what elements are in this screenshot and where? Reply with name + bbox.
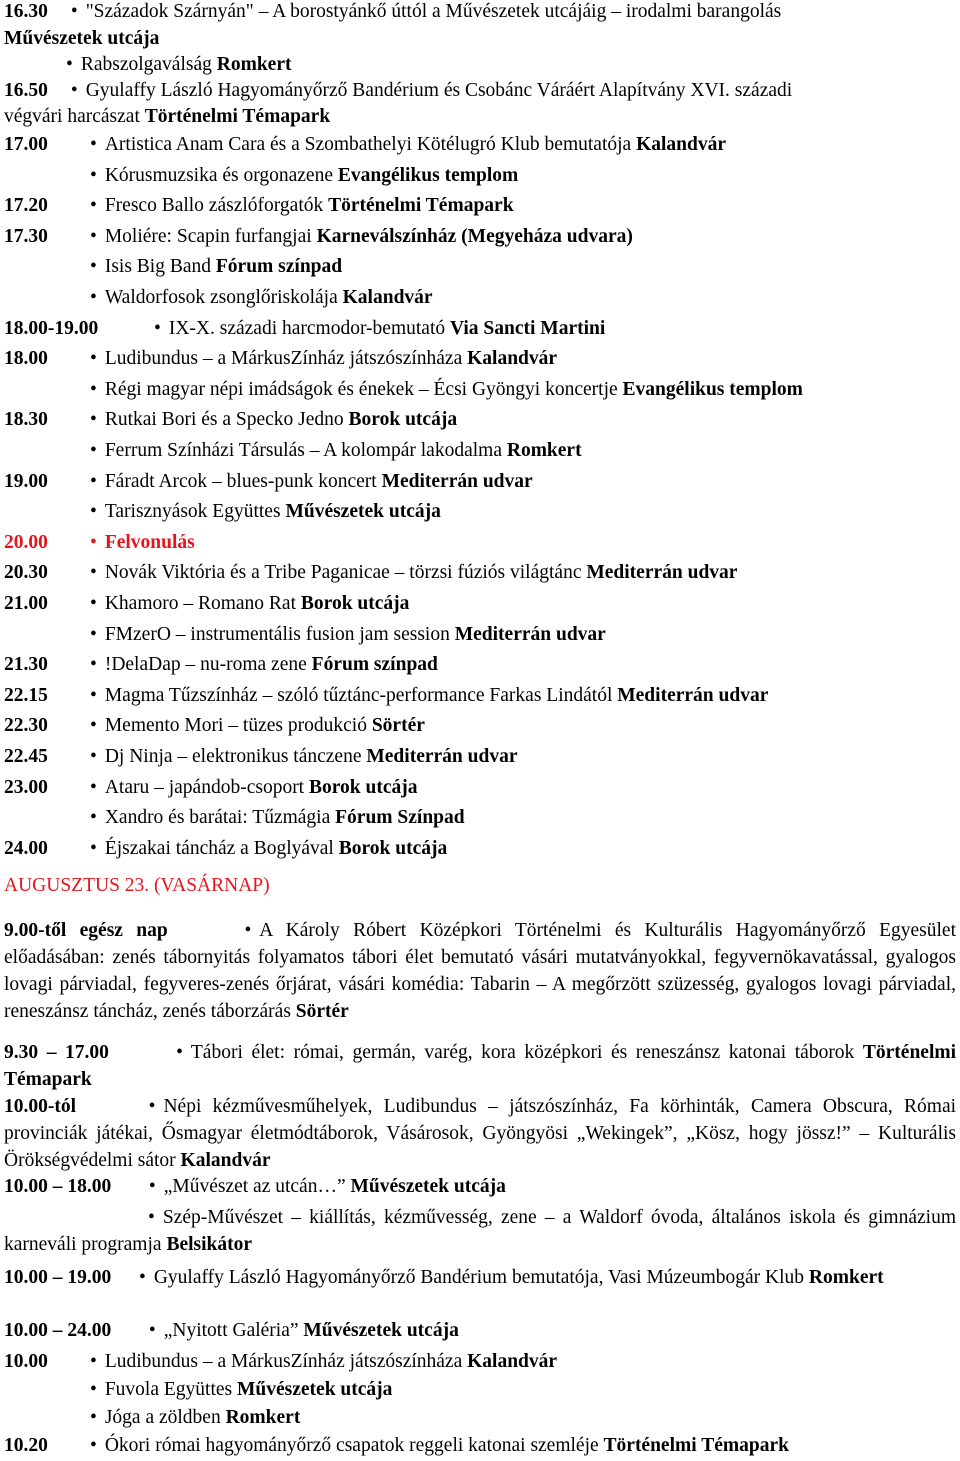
entry-venue: Mediterrán udvar: [617, 684, 769, 706]
entry-time: 17.20: [4, 195, 48, 217]
entry-time: 22.15: [4, 684, 48, 706]
entry-venue: Mediterrán udvar: [366, 746, 518, 767]
bullet-icon: [90, 685, 105, 706]
program-entry: [4, 467, 533, 497]
entry-time: 21.30: [4, 654, 48, 676]
entry-text: Tábori élet: római, germán, varég, kora középkori és reneszánsz katonai táborok: [190, 1042, 855, 1063]
day-heading: [4, 871, 270, 901]
entry-text: Éjszakai táncház a Boglyával: [104, 837, 334, 859]
entry-venue: Művészetek utcája: [303, 1320, 459, 1341]
entry-venue: Művészetek utcája: [4, 28, 160, 49]
bullet-icon: [149, 1176, 164, 1197]
bullet-icon: [90, 440, 105, 461]
bullet-icon: [90, 624, 105, 645]
entry-venue: Művészetek utcája: [237, 1379, 393, 1400]
entry-time: 17.00: [4, 134, 48, 155]
bullet-icon: [90, 654, 105, 675]
entry-time: 18.00-19.00: [4, 317, 99, 339]
entry-venue: Történelmi Témapark: [4, 1042, 957, 1090]
program-entry: [4, 528, 195, 558]
bullet-icon: [90, 715, 105, 736]
bullet-icon: [90, 838, 105, 859]
entry-venue: Kalandvár: [636, 134, 727, 155]
bullet-icon: [71, 80, 86, 101]
entry-text: A Károly Róbert Középkori Történelmi és Kulturális Hagyományőrző Egyesület előadásában: zenés tábornyitás folyamatos tábori élet bemutató vásári mutatványokkal, fegyvernökavatással, gyalogos lovagi párviadal, fegyveres-zenés őrjárat, vásári komédia: Tabarin – A megőrzött szüzesség, gyalogos lovagi párviadal, reneszánsz táncház, zenés táborzárás: [4, 920, 957, 1022]
entry-text: Ludibundus – a MárkusZínház játszószínháza: [104, 348, 463, 370]
bullet-icon: [149, 1320, 164, 1341]
bullet-icon: [90, 807, 105, 828]
entry-venue: Via Sancti Martini: [450, 317, 606, 339]
entry-text: „Nyitott Galéria”: [163, 1320, 299, 1341]
entry-text: Kórusmuzsika és orgonazene: [104, 164, 333, 186]
bullet-icon: [90, 777, 105, 798]
entry-text: Rabszolgaválság: [80, 54, 212, 75]
program-entry: [4, 436, 582, 466]
bullet-icon: [90, 471, 105, 492]
day-heading-text: AUGUSZTUS 23. (VASÁRNAP): [4, 875, 270, 896]
entry-time: 20.30: [4, 562, 48, 584]
bullet-icon: [149, 1096, 164, 1117]
entry-text: Moliére: Scapin furfangjai: [104, 225, 312, 247]
entry-time: 23.00: [4, 776, 48, 798]
entry-venue: Romkert: [506, 440, 582, 461]
bullet-icon: [154, 318, 169, 339]
entry-time: 24.00: [4, 837, 48, 859]
entry-venue: Karneválszínház (Megyeháza udvara): [316, 225, 633, 247]
entry-text: Ataru – japándob-csoport: [104, 776, 305, 798]
program-entry: [4, 283, 433, 313]
program-paragraph: [4, 1093, 956, 1174]
program-entry: [4, 1347, 557, 1377]
bullet-icon: [244, 920, 259, 941]
bullet-icon: [71, 1, 86, 22]
entry-text: Waldorfosok zsonglőriskolája: [104, 287, 338, 308]
bullet-icon: [90, 226, 105, 247]
program-entry: [4, 1403, 300, 1433]
entry-time: 16.30: [4, 1, 48, 22]
bullet-icon: [90, 195, 105, 216]
bullet-icon: [90, 562, 105, 583]
entry-venue: Romkert: [225, 1407, 301, 1428]
program-entry: [4, 497, 441, 527]
program-entry: [4, 1375, 392, 1405]
bullet-icon: [90, 256, 105, 277]
entry-time: 20.00: [4, 531, 48, 553]
bullet-icon: [139, 1267, 154, 1288]
entry-venue: Belsikátor: [166, 1234, 253, 1255]
entry-venue: Borok utcája: [348, 409, 458, 431]
program-entry: [4, 1316, 459, 1346]
entry-time: 19.00: [4, 470, 48, 492]
entry-time: 22.45: [4, 746, 48, 767]
entry-time: 16.50: [4, 80, 48, 101]
entry-venue: Fórum színpad: [215, 256, 343, 278]
program-entry: [4, 650, 438, 680]
program-entry: [4, 1431, 789, 1461]
bullet-icon: [90, 409, 105, 430]
entry-text: Gyulaffy László Hagyományőrző Bandérium bemutatója, Vasi Múzeumbogár Klub: [153, 1267, 805, 1288]
entry-venue: Mediterrán udvar: [586, 562, 738, 584]
entry-text: Magma Tűzszínház – szóló tűztánc-performance Farkas Lindától: [104, 684, 613, 706]
entry-venue: Fórum Színpad: [335, 807, 465, 829]
entry-time: 10.00 – 24.00: [4, 1320, 112, 1341]
entry-venue: Történelmi Témapark: [328, 195, 514, 217]
program-entry: [4, 191, 514, 221]
program-paragraph: [4, 1264, 956, 1291]
program-entry: [4, 405, 457, 435]
entry-text: Fresco Ballo zászlóforgatók: [104, 195, 324, 217]
bullet-icon: [90, 746, 105, 767]
entry-venue: Mediterrán udvar: [381, 470, 533, 492]
entry-venue: Borok utcája: [308, 776, 418, 798]
program-entry: [4, 344, 557, 374]
entry-time: 18.30: [4, 409, 48, 431]
entry-text: Novák Viktória és a Tribe Paganicae – törzsi fúziós világtánc: [104, 562, 582, 584]
entry-venue: Sörtér: [295, 1001, 349, 1022]
entry-venue: Kalandvár: [467, 1351, 558, 1372]
program-entry: [4, 1172, 506, 1202]
entry-text: IX-X. századi harcmodor-bemutató: [168, 317, 446, 339]
bullet-icon: [90, 1435, 105, 1456]
bullet-icon: [90, 134, 105, 155]
bullet-icon: [90, 287, 105, 308]
bullet-icon: [66, 54, 81, 75]
entry-text: "Századok Szárnyán" – A borostyánkő úttól a Művészetek utcájáig – irodalmi barangolás: [85, 1, 782, 22]
entry-venue: Kalandvár: [342, 287, 433, 308]
program-entry: [4, 742, 517, 772]
entry-venue: Történelmi Témapark: [144, 106, 331, 127]
program-entry: [4, 252, 342, 282]
entry-text: Memento Mori – tüzes produkció: [104, 715, 367, 737]
entry-text: Tarisznyások Együttes: [104, 501, 281, 523]
entry-venue: Romkert: [216, 54, 292, 75]
program-paragraph: [4, 917, 956, 1025]
bullet-icon: [90, 379, 105, 400]
program-entry: [4, 620, 606, 650]
program-entry: [4, 375, 803, 405]
program-entry: [4, 161, 518, 191]
entry-venue: Művészetek utcája: [350, 1176, 506, 1197]
entry-text: végvári harcászat: [4, 106, 140, 127]
bullet-icon: [90, 1407, 105, 1428]
program-entry: [4, 834, 447, 864]
entry-text: !DelaDap – nu-roma zene: [104, 654, 307, 676]
entry-time: 21.00: [4, 593, 48, 614]
program-entry: [4, 130, 726, 160]
program-paragraph: [4, 1039, 956, 1093]
bullet-icon: [148, 1207, 163, 1228]
entry-text: Népi kézművesműhelyek, Ludibundus – játszószínház, Fa körhinták, Camera Obscura, Római provinciák játékai, Ősmagyar életmódtáborok, Vásárosok, Gyöngyösi „Wekingek”, „Kösz, hogy jössz!” – Kulturális Örökségvédelmi sátor: [4, 1096, 957, 1171]
entry-time: 9.00-től egész nap: [4, 920, 168, 941]
entry-text: Ludibundus – a MárkusZínház játszószínháza: [104, 1351, 463, 1372]
entry-venue: Borok utcája: [300, 593, 410, 614]
entry-text: Ferrum Színházi Társulás – A kolompár lakodalma: [104, 440, 502, 461]
program-entry: [4, 681, 768, 711]
entry-time: 10.00 – 18.00: [4, 1176, 112, 1197]
program-entry: [4, 558, 737, 588]
entry-venue: Felvonulás: [104, 531, 195, 553]
entry-venue: Fórum színpad: [311, 654, 438, 676]
entry-time: 10.00-tól: [4, 1096, 77, 1117]
entry-text: Rutkai Bori és a Specko Jedno: [104, 409, 344, 431]
program-entry: [4, 102, 330, 132]
entry-venue: Mediterrán udvar: [454, 623, 606, 645]
bullet-icon: [90, 1351, 105, 1372]
entry-venue: Kalandvár: [467, 348, 558, 370]
entry-time: 9.30 – 17.00: [4, 1042, 109, 1063]
entry-venue: Borok utcája: [338, 837, 448, 859]
entry-time: 18.00: [4, 348, 48, 370]
entry-text: Fuvola Együttes: [104, 1379, 233, 1400]
program-entry: [4, 803, 465, 833]
entry-time: 10.00: [4, 1351, 48, 1372]
entry-time: 10.20: [4, 1435, 48, 1456]
entry-time: 17.30: [4, 225, 48, 247]
entry-text: Xandro és barátai: Tűzmágia: [104, 807, 331, 829]
entry-venue: Művészetek utcája: [285, 501, 441, 523]
program-entry: [4, 0, 956, 27]
bullet-icon: [176, 1042, 191, 1063]
program-entry: [4, 711, 425, 741]
entry-text: Szép-Művészet – kiállítás, kézművesség, zene – a Waldorf óvoda, általános iskola és gimnázium karneváli programja: [4, 1207, 956, 1255]
entry-venue: Evangélikus templom: [337, 164, 519, 186]
program-entry: [4, 773, 418, 803]
entry-text: Régi magyar népi imádságok és énekek – Écsi Gyöngyi koncertje: [104, 378, 618, 400]
entry-text: Dj Ninja – elektronikus tánczene: [104, 746, 362, 767]
bullet-icon: [90, 532, 105, 553]
entry-venue: Sörtér: [371, 715, 425, 737]
bullet-icon: [90, 501, 105, 522]
entry-text: Isis Big Band: [104, 256, 212, 278]
entry-text: FMzerO – instrumentális fusion jam session: [104, 623, 450, 645]
entry-text: Khamoro – Romano Rat: [104, 593, 297, 614]
bullet-icon: [90, 165, 105, 186]
bullet-icon: [90, 593, 105, 614]
program-entry: [4, 222, 633, 252]
program-entry: [4, 314, 605, 344]
entry-time: 22.30: [4, 715, 48, 737]
entry-text: Ókori római hagyományőrző csapatok reggeli katonai szemléje: [104, 1435, 599, 1456]
bullet-icon: [90, 348, 105, 369]
entry-venue: Történelmi Témapark: [603, 1435, 789, 1456]
entry-text: Gyulaffy László Hagyományőrző Bandérium és Csobánc Váráért Alapítvány XVI. századi: [85, 80, 793, 101]
entry-venue: Kalandvár: [180, 1150, 271, 1171]
entry-time: 10.00 – 19.00: [4, 1267, 112, 1288]
entry-text: Artistica Anam Cara és a Szombathelyi Kötélugró Klub bemutatója: [104, 134, 632, 155]
entry-venue: Romkert: [808, 1267, 884, 1288]
program-entry: [4, 589, 409, 619]
bullet-icon: [90, 1379, 105, 1400]
entry-text: „Művészet az utcán…”: [163, 1176, 346, 1197]
program-paragraph: [4, 1204, 956, 1258]
entry-text: Fáradt Arcok – blues-punk koncert: [104, 470, 377, 492]
entry-text: Jóga a zöldben: [104, 1407, 221, 1428]
entry-venue: Evangélikus templom: [622, 378, 803, 400]
